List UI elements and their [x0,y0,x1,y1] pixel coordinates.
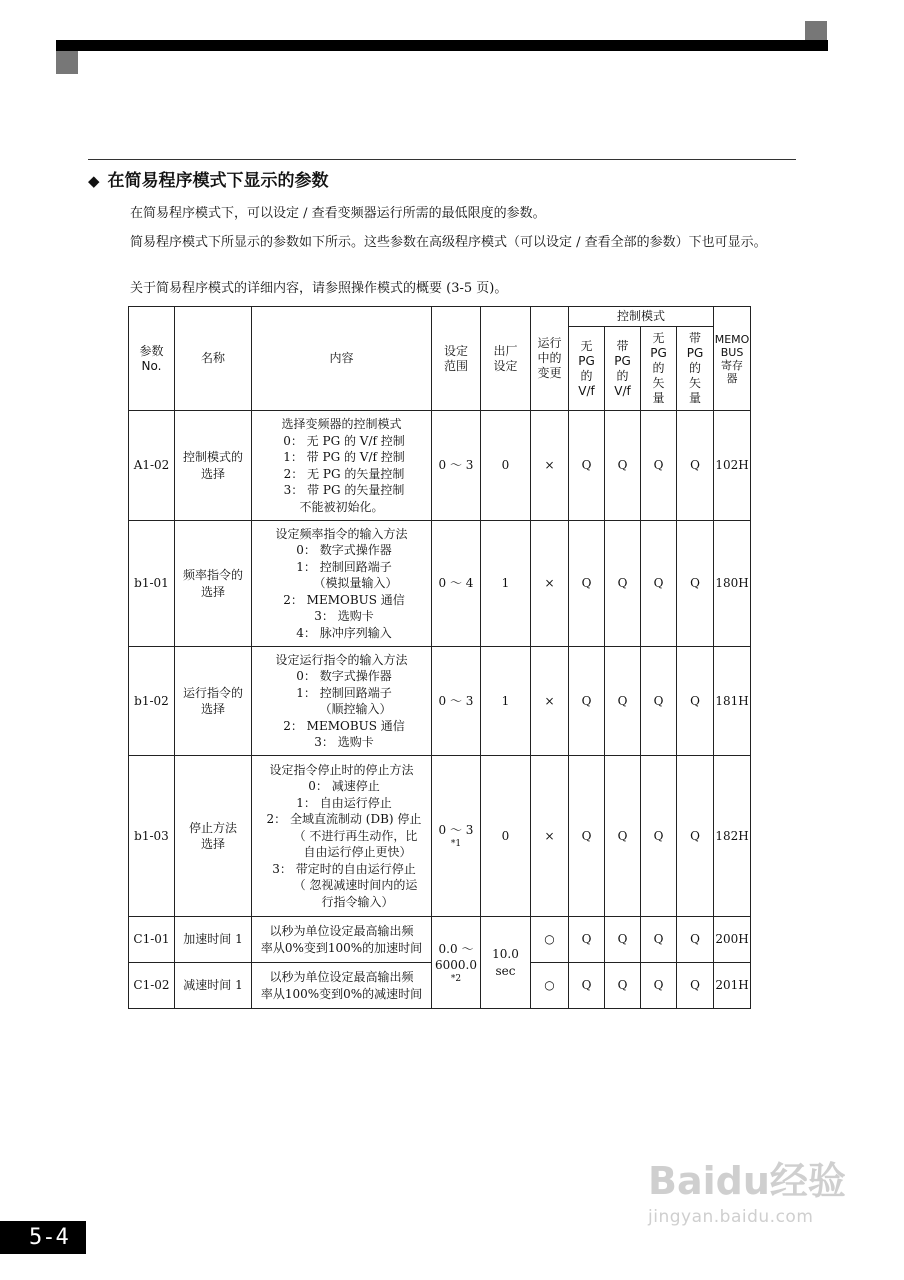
mode-vf-pg: Q [605,756,641,917]
mode-vf: Q [569,917,605,963]
param-memobus: 102H [714,411,751,521]
param-content: 以秒为单位设定最高输出频 率从0%变到100%的加速时间 [252,917,432,963]
header-param-no: 参数 No. [129,307,175,411]
mode-vector-pg: Q [677,917,714,963]
parameter-table [128,306,751,1009]
section-rule [88,159,796,160]
intro-paragraph-3: 关于简易程序模式的详细内容，请参照操作模式的概要 (3-5 页)。 [130,281,508,296]
mode-vf: Q [569,521,605,647]
param-runtime: × [531,756,569,917]
param-content: 设定频率指令的输入方法 0： 数字式操作器 1： 控制回路端子 （模拟量输入） 2： MEMOBUS 通信 3： 选购卡 4： 脉冲序列输入 [252,521,432,647]
section-heading: ◆ 在简易程序模式下显示的参数 [88,171,329,191]
header-mode-vf-pg: 带 PG 的 V/f [605,327,641,411]
header-mode-vector-pg: 带 PG 的 矢 量 [677,327,714,411]
param-factory: 1 [481,521,531,647]
param-name: 频率指令的 选择 [175,521,252,647]
mode-vf-pg: Q [605,917,641,963]
mode-vector-pg: Q [677,647,714,756]
watermark-logo: Baidu经验 [648,1159,846,1203]
header-range: 设定 范围 [432,307,481,411]
param-range: 0 ～ 3 *1 [432,756,481,917]
param-factory: 0 [481,411,531,521]
mode-vf: Q [569,647,605,756]
param-memobus: 200H [714,917,751,963]
param-no: A1-02 [129,411,175,521]
param-memobus: 180H [714,521,751,647]
header-mode-vf: 无 PG 的 V/f [569,327,605,411]
param-content: 设定运行指令的输入方法 0： 数字式操作器 1： 控制回路端子 （顺控输入） 2： MEMOBUS 通信 3： 选购卡 [252,647,432,756]
param-factory-shared: 10.0 sec [481,917,531,1009]
mode-vector: Q [641,917,677,963]
param-no: C1-02 [129,963,175,1009]
param-name: 停止方法 选择 [175,756,252,917]
mode-vf-pg: Q [605,963,641,1009]
header-bar [56,40,828,51]
param-runtime: ○ [531,917,569,963]
param-runtime: × [531,521,569,647]
watermark [648,1150,846,1227]
corner-tab-top-left [56,51,78,74]
param-range: 0 ～ 4 [432,521,481,647]
header-control-mode: 控制模式 [569,307,714,327]
header-mode-vector: 无 PG 的 矢 量 [641,327,677,411]
param-runtime: × [531,647,569,756]
param-name: 加速时间 1 [175,917,252,963]
param-memobus: 181H [714,647,751,756]
param-runtime: ○ [531,963,569,1009]
diamond-bullet-icon: ◆ [88,172,100,190]
mode-vf: Q [569,963,605,1009]
mode-vf: Q [569,756,605,917]
param-name: 运行指令的 选择 [175,647,252,756]
mode-vector: Q [641,647,677,756]
table-row [129,411,751,521]
param-content: 设定指令停止时的停止方法 0： 减速停止 1： 自由运行停止 2： 全域直流制动 (DB) 停止 （ 不进行再生动作，比 自由运行停止更快） 3： 带定时的自由运行停止 （ 忽视减速时间内的运 行指令输入） [252,756,432,917]
param-memobus: 182H [714,756,751,917]
mode-vf-pg: Q [605,411,641,521]
intro-paragraph-2: 简易程序模式下所显示的参数如下所示。这些参数在高级程序模式（可以设定 / 查看全部的参数）下也可显示。 [130,235,767,250]
intro-paragraph-1: 在简易程序模式下，可以设定 / 查看变频器运行所需的最低限度的参数。 [130,206,546,221]
mode-vf-pg: Q [605,647,641,756]
table-row [129,521,751,647]
table-row [129,756,751,917]
mode-vector: Q [641,963,677,1009]
header-content: 内容 [252,307,432,411]
param-runtime: × [531,411,569,521]
param-name: 控制模式的 选择 [175,411,252,521]
param-range-shared: 0.0 ～ 6000.0 *2 [432,917,481,1009]
param-name: 减速时间 1 [175,963,252,1009]
param-range: 0 ～ 3 [432,647,481,756]
watermark-url: jingyan.baidu.com [648,1207,814,1227]
param-no: b1-03 [129,756,175,917]
param-factory: 1 [481,647,531,756]
table-row [129,647,751,756]
param-no: b1-01 [129,521,175,647]
param-memobus: 201H [714,963,751,1009]
param-content: 选择变频器的控制模式 0： 无 PG 的 V/f 控制 1： 带 PG 的 V/f 控制 2： 无 PG 的矢量控制 3： 带 PG 的矢量控制 不能被初始化。 [252,411,432,521]
header-memobus: MEMO BUS 寄存 器 [714,307,751,411]
param-factory: 0 [481,756,531,917]
header-factory: 出厂 设定 [481,307,531,411]
mode-vector-pg: Q [677,963,714,1009]
mode-vf: Q [569,411,605,521]
mode-vf-pg: Q [605,521,641,647]
header-name: 名称 [175,307,252,411]
param-content: 以秒为单位设定最高输出频 率从100%变到0%的减速时间 [252,963,432,1009]
table-row [129,917,751,963]
header-runtime: 运行 中的 变更 [531,307,569,411]
mode-vector-pg: Q [677,521,714,647]
param-range: 0 ～ 3 [432,411,481,521]
mode-vector-pg: Q [677,411,714,521]
mode-vector: Q [641,521,677,647]
mode-vector: Q [641,411,677,521]
param-no: b1-02 [129,647,175,756]
mode-vector-pg: Q [677,756,714,917]
page-number: 5-4 [29,1225,69,1250]
mode-vector: Q [641,756,677,917]
param-no: C1-01 [129,917,175,963]
